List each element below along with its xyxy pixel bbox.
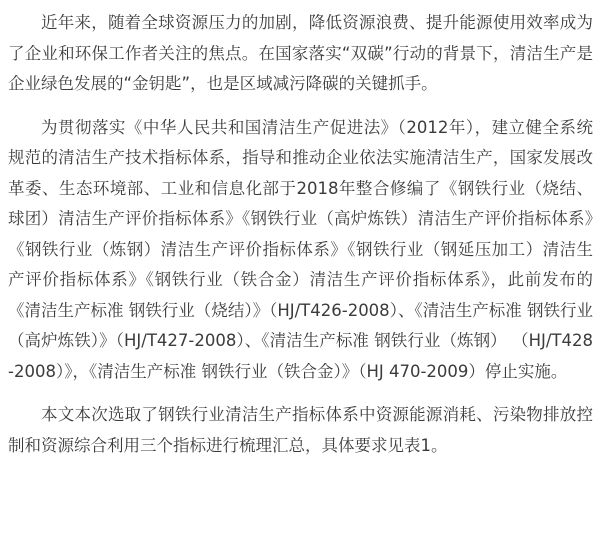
paragraph-intro: 近年来，随着全球资源压力的加剧，降低资源浪费、提升能源使用效率成为了企业和环保工作者关注的焦点。在国家落实“双碳”行动的背景下，清洁生产是企业绿色发展的“金钥匙”，也是区域减污降碳的关键抓手。 (8, 13, 593, 93)
paragraph-summary: 本文本次选取了钢铁行业清洁生产指标体系中资源能源消耗、污染物排放控制和资源综合利用三个指标进行梳理汇总，具体要求见表1。 (8, 405, 593, 455)
paragraph-policy: 为贯彻落实《中华人民共和国清洁生产促进法》（2012年），建立健全系统规范的清洁生产技术指标体系，指导和推动企业依法实施清洁生产，国家发展改革委、生态环境部、工业和信息化部于2018年整合修编了《钢铁行业（烧结、球团）清洁生产评价指标体系》《钢铁行业（高炉炼铁）清洁生产评价指标体系》《钢铁行业（炼钢）清洁生产评价指标体系》《钢铁行业（钢延压加工）清洁生产评价指标体系》《钢铁行业（铁合金）清洁生产评价指标体系》，此前发布的《清洁生产标准 钢铁行业（烧结）》（HJ/T426-2008）、《清洁生产标准 钢铁行业（高炉炼铁）》（HJ/T427-2008）、《清洁生产标准 钢铁行业（炼钢） （HJ/T428-2008）》，《清洁生产标准 钢铁行业（铁合金）》（HJ 470-2009）停止实施。 (8, 117, 593, 381)
